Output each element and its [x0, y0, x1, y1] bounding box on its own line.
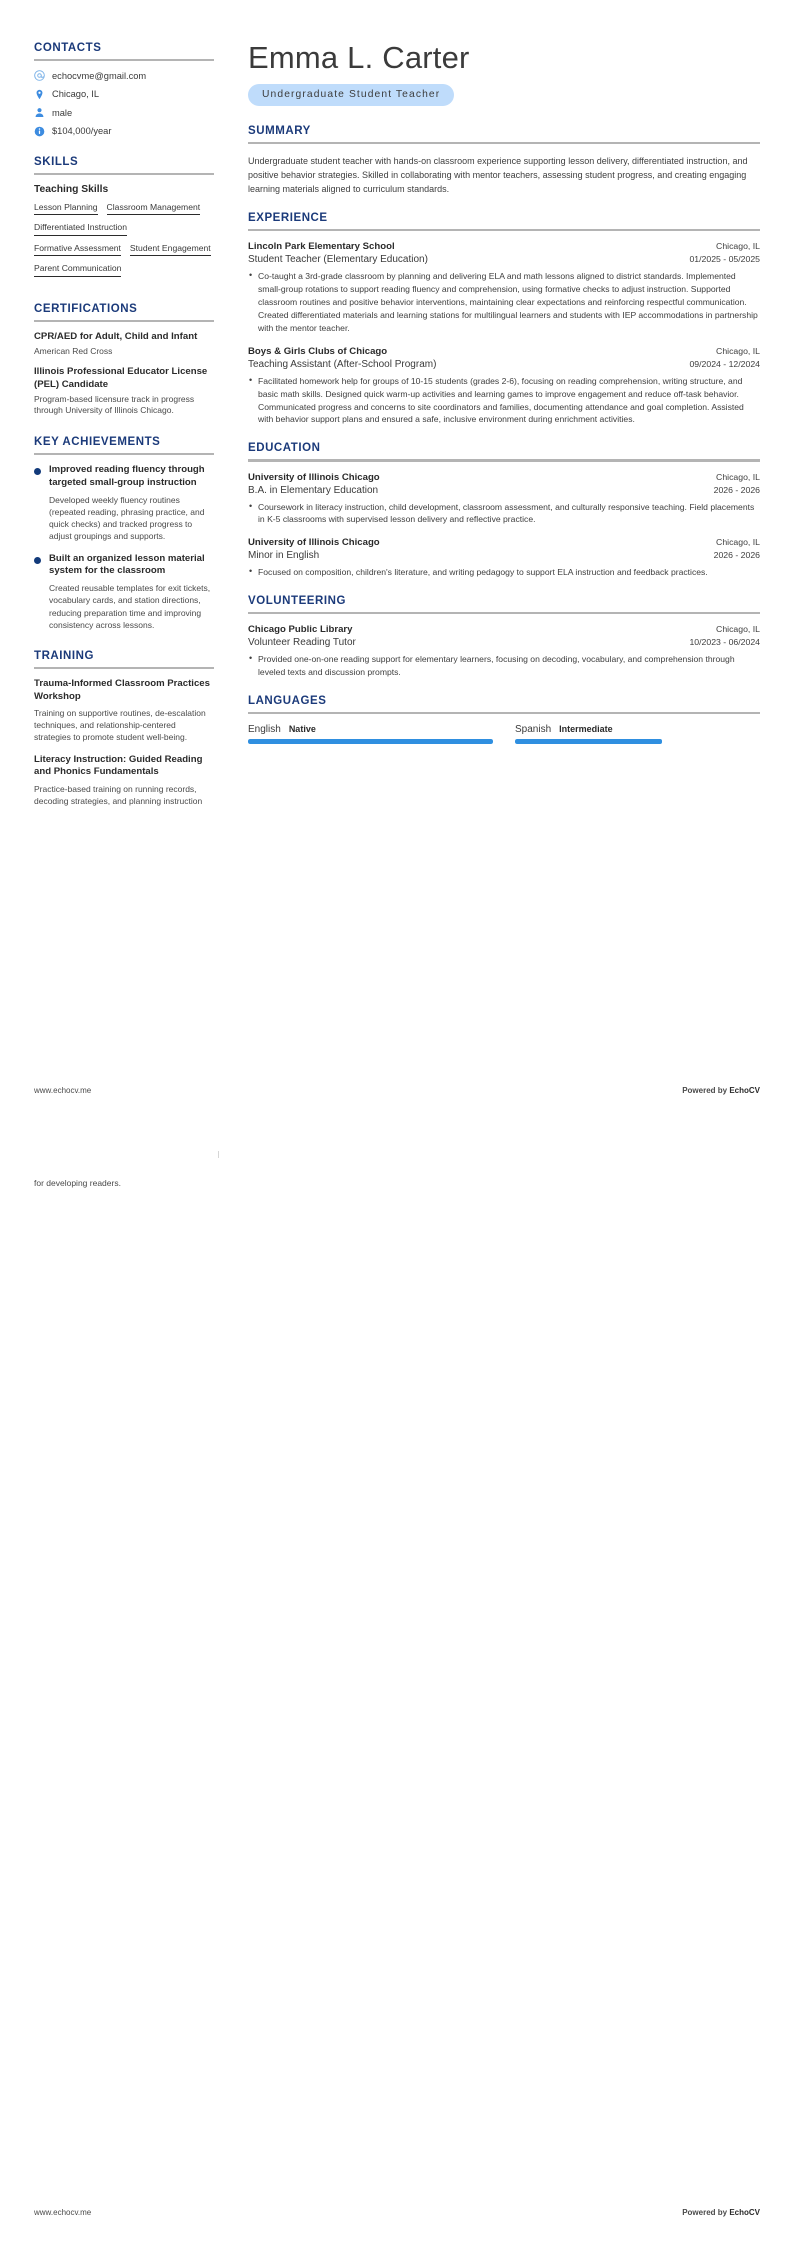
- achievement-title: Built an organized lesson material system for the classroom: [49, 552, 205, 577]
- contact-gender-value: male: [52, 107, 73, 118]
- experience-location: Chicago, IL: [716, 241, 760, 252]
- education-entry: [248, 537, 760, 579]
- footer-page-1: [34, 1086, 760, 1095]
- experience-date: 09/2024 - 12/2024: [689, 358, 760, 369]
- education-date: 2026 - 2026: [713, 550, 760, 561]
- training-heading: TRAINING: [34, 649, 94, 662]
- experience-bullets: [248, 270, 760, 334]
- volunteering-date: 10/2023 - 06/2024: [689, 637, 760, 648]
- footer-powered-by: [682, 2208, 760, 2217]
- footer-url[interactable]: www.echocv.me: [34, 1086, 92, 1095]
- sidebar-section-contacts: [34, 42, 214, 137]
- footer-page-2: [34, 2208, 760, 2217]
- skill-chip: Student Engagement: [130, 243, 211, 257]
- certification-name: Illinois Professional Educator License (PEL) Candidate: [34, 366, 208, 391]
- skill-chip: Differentiated Instruction: [34, 222, 127, 236]
- footer-brand-name: EchoCV: [729, 1086, 760, 1095]
- volunteering-role: Volunteer Reading Tutor: [248, 637, 356, 649]
- experience-org: Lincoln Park Elementary School: [248, 241, 395, 253]
- experience-bullets: [248, 375, 760, 427]
- experience-role: Student Teacher (Elementary Education): [248, 254, 428, 266]
- summary-divider: [248, 142, 760, 144]
- sidebar: [34, 42, 230, 1123]
- experience-entry: [248, 346, 760, 427]
- role-badge: Undergraduate Student Teacher: [248, 84, 454, 106]
- achievement-title: Improved reading fluency through targeted small-group instruction: [49, 464, 205, 489]
- language-item: [248, 724, 493, 744]
- education-org: University of Illinois Chicago: [248, 471, 380, 483]
- sidebar-section-skills: [34, 156, 214, 284]
- education-heading: EDUCATION: [248, 442, 321, 455]
- contact-location[interactable]: [34, 89, 214, 100]
- experience-entry: [248, 241, 760, 334]
- bullet-item: • Facilitated homework help for groups of 10-15 students (grades 2-6), focusing on reading comprehension, writing structure, and basic math skills. Designed quick warm-up activities and learning games to improve engagement and reduce off-task behavior. Communicated progress and concerns to site coordinators and families, documenting attendance and goal completion. Assisted with behavior support plans and ensured a safe, inclusive environment during enrichment activities.: [248, 375, 760, 427]
- education-org: University of Illinois Chicago: [248, 537, 380, 549]
- skills-group-title: Teaching Skills: [34, 183, 109, 195]
- language-level: Native: [288, 724, 316, 735]
- bullet-dot-icon: [34, 468, 41, 475]
- contact-salary-value: $104,000/year: [52, 126, 112, 137]
- certification-item: [34, 366, 214, 417]
- key-achievements-divider: [34, 453, 214, 455]
- person-icon: [34, 107, 45, 118]
- education-location: Chicago, IL: [716, 537, 760, 548]
- education-degree: B.A. in Elementary Education: [248, 484, 379, 496]
- skill-chip: Classroom Management: [107, 202, 201, 216]
- footer-powered-prefix: Powered by: [682, 1086, 730, 1095]
- section-summary: [248, 125, 760, 196]
- section-languages: [248, 695, 760, 744]
- volunteering-entry: [248, 624, 760, 679]
- footer-powered-by: [682, 1086, 760, 1095]
- languages-list: [248, 724, 760, 744]
- experience-location: Chicago, IL: [716, 345, 760, 356]
- skills-heading: SKILLS: [34, 155, 79, 168]
- education-bullets: [248, 501, 760, 527]
- volunteering-bullets: [248, 653, 760, 679]
- experience-divider: [248, 229, 760, 231]
- sidebar-section-key-achievements: [34, 436, 214, 630]
- language-item: [515, 724, 760, 744]
- page-title: Emma L. Carter: [248, 40, 470, 75]
- section-education: [248, 442, 760, 579]
- languages-heading: LANGUAGES: [248, 695, 327, 708]
- training-description: Practice-based training on running records, decoding strategies, and planning instruction: [34, 784, 203, 807]
- contact-email-value: echocvme@gmail.com: [52, 70, 147, 81]
- training-description: Training on supportive routines, de-escalation techniques, and relationship-centered strategies to promote student well-being.: [34, 708, 206, 743]
- bullet-item: • Co-taught a 3rd-grade classroom by planning and delivering ELA and math lessons aligned to district standards. Implemented small-group rotations to support reading fluency and comprehension, using formative checks to adjust instruction. Supported classroom routines and positive behavior interventions, maintaining clear expectations and reinforcing respectful communication. Created differentiated materials and learning stations for multilingual learners and students with IEP accommodations in partnership with the mentor teacher.: [248, 270, 760, 334]
- language-name: English: [248, 724, 281, 736]
- certification-item: [34, 331, 214, 357]
- achievement-item: [34, 553, 214, 631]
- volunteering-divider: [248, 612, 760, 614]
- info-circle-icon: [34, 126, 45, 137]
- resume-sheet-2: [0, 1123, 794, 2246]
- experience-date: 01/2025 - 05/2025: [689, 254, 760, 265]
- education-degree: Minor in English: [248, 550, 320, 562]
- contacts-heading: CONTACTS: [34, 42, 102, 54]
- summary-heading: SUMMARY: [248, 124, 311, 137]
- training-name: Trauma-Informed Classroom Practices Workshop: [34, 677, 210, 702]
- footer-url[interactable]: www.echocv.me: [34, 2208, 92, 2217]
- language-name: Spanish: [515, 724, 552, 736]
- footer-powered-prefix: Powered by: [682, 2208, 730, 2217]
- bullet-item: • Focused on composition, children's literature, and writing pedagogy to support ELA instruction and feedback practices.: [248, 566, 760, 579]
- languages-divider: [248, 712, 760, 714]
- summary-text: Undergraduate student teacher with hands-on classroom experience supporting lesson delivery, differentiated instruction, and positive behavior strategies. Skilled in collaborating with mentor teachers, assessing student progress, and creating engaging learning materials aligned to curriculum standards.: [248, 156, 748, 195]
- sidebar-overflow: [34, 1177, 230, 1189]
- skills-list: [34, 202, 214, 284]
- education-divider: [248, 459, 760, 461]
- certifications-heading: CERTIFICATIONS: [34, 302, 138, 315]
- training-overflow-text: for developing readers.: [34, 1178, 121, 1188]
- volunteering-location: Chicago, IL: [716, 624, 760, 635]
- skills-divider: [34, 173, 214, 175]
- page-break-tick: [218, 1151, 219, 1158]
- certification-name: CPR/AED for Adult, Child and Infant: [34, 331, 198, 343]
- training-name: Literacy Instruction: Guided Reading and Phonics Fundamentals: [34, 753, 203, 778]
- bullet-dot-icon: [34, 557, 41, 564]
- location-pin-icon: [34, 89, 45, 100]
- contact-email[interactable]: [34, 70, 214, 81]
- skill-chip: Formative Assessment: [34, 243, 121, 257]
- experience-role: Teaching Assistant (After-School Program): [248, 358, 437, 370]
- contacts-divider: [34, 59, 214, 61]
- training-item: [34, 678, 214, 744]
- section-experience: [248, 212, 760, 426]
- email-icon: [34, 70, 45, 81]
- certifications-divider: [34, 320, 214, 322]
- certification-issuer: Program-based licensure track in progress through University of Illinois Chicago.: [34, 393, 195, 416]
- skill-chip: Parent Communication: [34, 263, 121, 277]
- training-divider: [34, 667, 214, 669]
- achievement-item: [34, 464, 214, 542]
- experience-org: Boys & Girls Clubs of Chicago: [248, 345, 388, 357]
- education-date: 2026 - 2026: [713, 484, 760, 495]
- language-level: Intermediate: [559, 724, 613, 735]
- sidebar-section-certifications: [34, 303, 214, 417]
- volunteering-org: Chicago Public Library: [248, 624, 353, 636]
- experience-heading: EXPERIENCE: [248, 212, 328, 225]
- contact-salary[interactable]: [34, 126, 214, 137]
- education-entry: [248, 472, 760, 527]
- achievement-description: Developed weekly fluency routines (repeated reading, phrasing practice, and quick checks) and tracked progress to adjust groupings and supports.: [49, 495, 205, 542]
- language-progress-track: [515, 739, 760, 744]
- achievement-description: Created reusable templates for exit tickets, vocabulary cards, and station directions, reducing preparation time and improving consistency across lessons.: [49, 583, 211, 630]
- footer-brand-name: EchoCV: [729, 2208, 760, 2217]
- contact-gender[interactable]: [34, 107, 214, 118]
- main-content: [230, 42, 760, 1123]
- contact-location-value: Chicago, IL: [52, 89, 100, 100]
- education-bullets: [248, 566, 760, 579]
- skill-chip: Lesson Planning: [34, 202, 98, 216]
- certification-issuer: American Red Cross: [34, 345, 113, 356]
- education-location: Chicago, IL: [716, 471, 760, 482]
- language-progress-track: [248, 739, 493, 744]
- section-volunteering: [248, 595, 760, 679]
- language-progress-fill: [248, 739, 493, 744]
- key-achievements-heading: KEY ACHIEVEMENTS: [34, 436, 161, 449]
- sidebar-section-training: [34, 650, 214, 808]
- bullet-item: • Provided one-on-one reading support for elementary learners, focusing on decoding, vocabulary, and comprehension through leveled texts and discussion prompts.: [248, 653, 760, 679]
- bullet-item: • Coursework in literacy instruction, child development, classroom assessment, and culturally responsive teaching. Field placements in K-5 classrooms with supervised lesson delivery and reflective practice.: [248, 501, 760, 527]
- language-progress-fill: [515, 739, 662, 744]
- volunteering-heading: VOLUNTEERING: [248, 595, 346, 608]
- training-item: [34, 754, 214, 808]
